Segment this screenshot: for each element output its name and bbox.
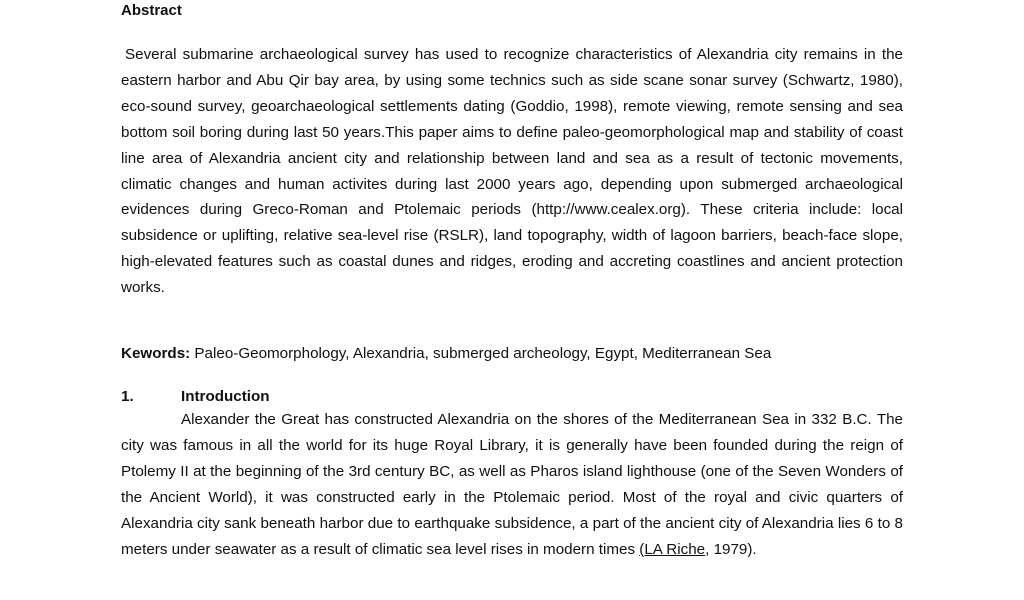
keywords-line <box>121 343 903 365</box>
citation-link[interactable]: (LA Riche <box>639 540 706 558</box>
introduction-text: Alexander the Great has constructed Alexandria on the shores of the Mediterranean Sea in 332 B.C. The city was famous in all the world for its huge Royal Library, it is generally have been founded during the reign of Ptolemy II at the beginning of the 3rd century BC, as well as Pharos island lighthouse (one of the Seven Wonders of the Ancient World), it was constructed early in the Ptolemaic period. Most of the royal and civic quarters of Alexandria city sank beneath harbor due to earthquake subsidence, a part of the ancient city of Alexandria lies 6 to 8 meters under seawater as a result of climatic sea level rises in modern times <box>121 411 903 558</box>
abstract-body: Several submarine archaeological survey has used to recognize characteristics of Alexandria city remains in the eastern harbor and Abu Qir bay area, by using some technics such as side scane sonar survey (Schwartz, 1980), eco-sound survey, geoarchaeological settlements dating (Goddio, 1998), remote viewing, remote sensing and sea bottom soil boring during last 50 years.This paper aims to define paleo-geomorphological map and stability of coast line area of Alexandria ancient city and relationship between land and sea as a result of tectonic movements, climatic changes and human activites during last 2000 years ago, depending upon submerged archaeological evidences during Greco-Roman and Ptolemaic periods (http://www.cealex.org). These criteria include: local subsidence or uplifting, relative sea-level rise (RSLR), land topography, width of lagoon barriers, beach-face slope, high-elevated features such as coastal dunes and ridges, eroding and accreting coastlines and ancient protection works. <box>121 46 903 297</box>
citation-tail: , 1979). <box>705 540 757 558</box>
abstract-heading: Abstract <box>121 2 182 19</box>
section-number: 1. <box>121 388 134 405</box>
section-title: Introduction <box>181 388 270 405</box>
keywords-text: Paleo-Geomorphology, Alexandria, submerged archeology, Egypt, Mediterranean Sea <box>190 345 772 362</box>
keywords-label: Kewords: <box>121 345 191 362</box>
introduction-body <box>121 407 903 562</box>
introduction-heading <box>121 386 270 408</box>
